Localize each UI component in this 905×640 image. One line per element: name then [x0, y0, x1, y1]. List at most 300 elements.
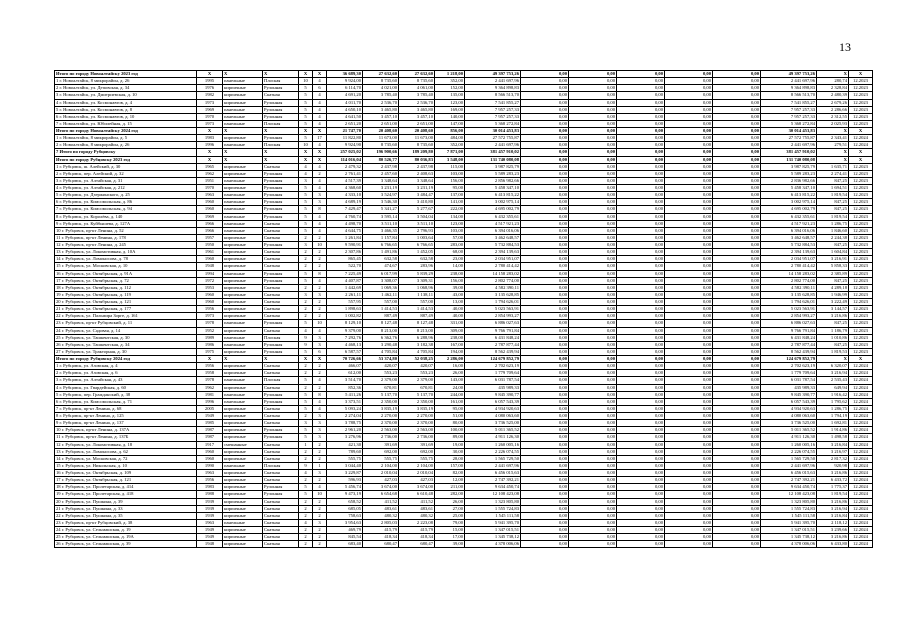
year-cell: 1949 — [197, 534, 223, 541]
deadline-cell: 12.2024 — [849, 405, 873, 412]
subsidy-regional-cell: 0,00 — [569, 106, 617, 113]
fund-reserve-cell: 0,00 — [713, 306, 761, 313]
total-cost-cell: 4 517 921,23 — [465, 220, 521, 227]
subsidy-federal-cell: 0,00 — [521, 505, 569, 512]
total-cost-cell: 4 378 006,06 — [465, 541, 521, 548]
other-funds-cell: 0,00 — [665, 363, 713, 370]
premises-area-cell: 3 546,30 — [363, 199, 399, 206]
year-cell: 1963 — [197, 192, 223, 199]
roof-type-cell: Скатная — [263, 512, 299, 519]
address-cell: 19 г. Рубцовск, ул. Пролетарская, д. 418 — [55, 491, 197, 498]
subsidy-local-cell: 0,00 — [617, 377, 665, 384]
other-funds-cell: 0,00 — [665, 78, 713, 85]
living-area-cell: 3 231,19 — [399, 185, 435, 192]
deadline-cell: 12.2024 — [849, 413, 873, 420]
subsidy-regional-cell: 0,00 — [569, 348, 617, 355]
fund-reserve-cell: 0,00 — [713, 299, 761, 306]
living-area-cell: 8 735,60 — [399, 78, 435, 85]
fund-reserve-cell: 0,00 — [713, 427, 761, 434]
year-cell: 1969 — [197, 106, 223, 113]
unit-cost-cell: 1 775,37 — [817, 484, 849, 491]
subsidy-regional-cell: 0,00 — [569, 242, 617, 249]
address-cell: 8 г. Рубцовск, ул. Королёва, д. 140 — [55, 213, 197, 220]
premises-area-cell: 4 021,00 — [363, 85, 399, 92]
floors-cell: 5 — [299, 99, 313, 106]
roof-type-cell: Скатная — [263, 249, 299, 256]
roof-type-cell: Скатная — [263, 220, 299, 227]
other-funds-cell: 0,00 — [665, 213, 713, 220]
total-cost-cell: 2 702 623,19 — [465, 363, 521, 370]
address-cell: 19 г. Рубцовск, ул. Октябрьская, д. 119 — [55, 291, 197, 298]
total-cost-cell: 5 023 563,91 — [465, 306, 521, 313]
deadline-cell: 12.2024 — [849, 491, 873, 498]
floors-cell: 2 — [299, 534, 313, 541]
subsidy-regional-cell: 0,00 — [569, 491, 617, 498]
table-row — [55, 206, 873, 213]
year-cell: 1917 — [197, 441, 223, 448]
floors-cell: 2 — [299, 363, 313, 370]
unit-cost-cell: 2 025,93 — [817, 120, 849, 127]
total-cost-cell: 3 462 648,57 — [465, 234, 521, 241]
entrances-cell: 3 — [313, 519, 327, 526]
subsidy-regional-cell: 0,00 — [569, 341, 617, 348]
subsidy-regional-cell: 0,00 — [569, 405, 617, 412]
deadline-cell: X — [849, 149, 873, 156]
deadline-cell: 12.2023 — [849, 299, 873, 306]
total-cost-cell: 6 031 787,54 — [465, 377, 521, 384]
entrances-cell: 8 — [313, 391, 327, 398]
fund-reserve-cell: 0,00 — [713, 341, 761, 348]
subsidy-local-cell: 0,00 — [617, 220, 665, 227]
living-area-cell: 8 213,00 — [399, 327, 435, 334]
residents-cell: 40,00 — [435, 306, 465, 313]
owners-funds-cell: 381 457 910,02 — [761, 149, 817, 156]
entrances-cell: 4 — [313, 227, 327, 234]
roof-type-cell: Рулонная — [263, 491, 299, 498]
total-area-cell: 789,60 — [327, 448, 363, 455]
living-area-cell: 6 610,48 — [399, 491, 435, 498]
entrances-cell: 3 — [313, 420, 327, 427]
subsidy-federal-cell: 0,00 — [521, 313, 569, 320]
address-cell: 15 г. Рубцовск, ул. Никольская, д. 10 — [55, 462, 197, 469]
floors-cell: 3 — [299, 177, 313, 184]
owners-funds-cell: 6 432 355,61 — [761, 213, 817, 220]
other-funds-cell: 0,00 — [665, 441, 713, 448]
year-cell: 1939 — [197, 498, 223, 505]
wall-material-cell: кирпичные — [223, 498, 263, 505]
premises-area-cell: 474,67 — [363, 263, 399, 270]
subsidy-federal-cell: 0,00 — [521, 99, 569, 106]
wall-material-cell: панельные — [223, 398, 263, 405]
other-funds-cell: 0,00 — [665, 199, 713, 206]
owners-funds-cell: 1 545 111,58 — [761, 512, 817, 519]
residents-cell: 103,00 — [435, 170, 465, 177]
unit-cost-cell: 3 216,94 — [817, 505, 849, 512]
other-funds-cell: 0,00 — [665, 220, 713, 227]
wall-material-cell: панельные — [223, 106, 263, 113]
deadline-cell: 12.2023 — [849, 284, 873, 291]
other-funds-cell: 0,00 — [665, 413, 713, 420]
total-area-cell: 852,36 — [327, 384, 363, 391]
year-cell: 1996 — [197, 142, 223, 149]
other-funds-cell: 0,00 — [665, 384, 713, 391]
residents-cell: 167,00 — [435, 341, 465, 348]
entrances-cell: 2 — [313, 441, 327, 448]
owners-funds-cell: 4 080 063,60 — [761, 413, 817, 420]
entrances-cell: 4 — [313, 92, 327, 99]
residents-cell: 1 218,00 — [435, 71, 465, 78]
year-cell: 1966 — [197, 220, 223, 227]
floors-cell: 5 — [299, 377, 313, 384]
unit-cost-cell: 1 604,84 — [817, 249, 849, 256]
entrances-cell: 3 — [313, 427, 327, 434]
subsidy-federal-cell: 0,00 — [521, 470, 569, 477]
other-funds-cell: 0,00 — [665, 128, 713, 135]
roof-type-cell: Рулонная — [263, 199, 299, 206]
wall-material-cell: панельные — [223, 120, 263, 127]
roof-type-cell: Скатная — [263, 299, 299, 306]
wall-material-cell: панельные — [223, 270, 263, 277]
living-area-cell: 3 511,10 — [399, 220, 435, 227]
table-row — [55, 505, 873, 512]
roof-type-cell: Плоская — [263, 377, 299, 384]
floors-cell: 2 — [299, 505, 313, 512]
year-cell: 1939 — [197, 512, 223, 519]
floors-cell: 10 — [299, 142, 313, 149]
deadline-cell: 12.2023 — [849, 99, 873, 106]
residents-cell: 57,00 — [435, 234, 465, 241]
address-cell: 18 г. Рубцовск, ул. Пролетарская, д. 414 — [55, 484, 197, 491]
premises-area-cell: 3 785,40 — [363, 92, 399, 99]
address-cell: 12 г. Рубцовск, ул. Локомотивная, д. 18 — [55, 441, 197, 448]
wall-material-cell: X — [223, 149, 263, 156]
fund-reserve-cell: 0,00 — [713, 99, 761, 106]
living-area-cell: 692,00 — [399, 448, 435, 455]
floors-cell: 2 — [299, 263, 313, 270]
other-funds-cell: 0,00 — [665, 320, 713, 327]
residents-cell: 82,00 — [435, 470, 465, 477]
floors-cell: 5 — [299, 199, 313, 206]
other-funds-cell: 0,00 — [665, 427, 713, 434]
residents-cell: 23,00 — [435, 256, 465, 263]
address-cell: 10 г. Рубцовск, пр-кт Ленина, д. 137А — [55, 427, 197, 434]
year-cell: 1956 — [197, 363, 223, 370]
premises-area-cell: 3 835,19 — [363, 405, 399, 412]
address-cell: 5 г. Новоалтайск, ул. Космонавтов, д. 8 — [55, 106, 197, 113]
roof-type-cell: Плоская — [263, 120, 299, 127]
year-cell: 1949 — [197, 527, 223, 534]
deadline-cell: 12.2023 — [849, 256, 873, 263]
wall-material-cell: X — [223, 128, 263, 135]
floors-cell: 2 — [299, 299, 313, 306]
living-area-cell: 555,75 — [399, 455, 435, 462]
residents-cell: 352,00 — [435, 78, 465, 85]
table-row — [55, 78, 873, 85]
fund-reserve-cell: 0,00 — [713, 277, 761, 284]
deadline-cell: 12.2024 — [849, 142, 873, 149]
subsidy-federal-cell: 0,00 — [521, 270, 569, 277]
total-area-cell: 4 689,19 — [327, 199, 363, 206]
owners-funds-cell: 6 394 016,06 — [761, 227, 817, 234]
premises-area-cell: 2 536,70 — [363, 99, 399, 106]
living-area-cell: 1 003,64 — [399, 234, 435, 241]
subsidy-regional-cell: 0,00 — [569, 85, 617, 92]
deadline-cell: 12.2024 — [849, 377, 873, 384]
premises-area-cell: 2 805,03 — [363, 519, 399, 526]
owners-funds-cell: 9 364 898,83 — [761, 85, 817, 92]
fund-reserve-cell: 0,00 — [713, 227, 761, 234]
floors-cell: 2 — [299, 448, 313, 455]
year-cell: 1995 — [197, 78, 223, 85]
wall-material-cell: кирпичные — [223, 284, 263, 291]
total-area-cell: 4 691,20 — [327, 92, 363, 99]
roof-type-cell: Скатная — [263, 505, 299, 512]
roof-type-cell: Рулонная — [263, 106, 299, 113]
total-cost-cell: 2 441 697,96 — [465, 78, 521, 85]
roof-type-cell: Скатная — [263, 519, 299, 526]
owners-funds-cell: 1 565 729,50 — [761, 455, 817, 462]
residents-cell: 134,00 — [435, 213, 465, 220]
floors-cell: 2 — [299, 498, 313, 505]
fund-reserve-cell: 0,00 — [713, 434, 761, 441]
residents-cell: 12,00 — [435, 477, 465, 484]
total-area-cell: 2 274,04 — [327, 413, 363, 420]
premises-area-cell: 6 017,99 — [363, 270, 399, 277]
total-cost-cell: 7 957 257,33 — [465, 113, 521, 120]
subsidy-federal-cell: 0,00 — [521, 135, 569, 142]
subsidy-regional-cell: 0,00 — [569, 413, 617, 420]
residents-cell: 103,00 — [435, 227, 465, 234]
wall-material-cell: кирпичные — [223, 505, 263, 512]
unit-cost-cell: 5 858,33 — [817, 263, 849, 270]
living-area-cell: 1 414,53 — [399, 306, 435, 313]
wall-material-cell: кирпичные — [223, 163, 263, 170]
wall-material-cell: кирпичные — [223, 92, 263, 99]
subsidy-regional-cell: 0,00 — [569, 213, 617, 220]
total-area-cell: 3 044,40 — [327, 462, 363, 469]
subsidy-local-cell: 0,00 — [617, 185, 665, 192]
subsidy-federal-cell: 0,00 — [521, 334, 569, 341]
year-cell: 1962 — [197, 384, 223, 391]
entrances-cell: 4 — [313, 78, 327, 85]
fund-reserve-cell: 0,00 — [713, 242, 761, 249]
total-cost-cell: 1 323 805,80 — [465, 498, 521, 505]
entrances-cell: 4 — [313, 377, 327, 384]
owners-funds-cell: 3 462 648,57 — [761, 234, 817, 241]
address-cell: 21 г. Рубцовск, ул. Пушкина, д. 33 — [55, 505, 197, 512]
floors-cell: 5 — [299, 206, 313, 213]
deadline-cell: 12.2023 — [849, 220, 873, 227]
floors-cell: 4 — [299, 163, 313, 170]
subsidy-federal-cell: 0,00 — [521, 491, 569, 498]
subsidy-regional-cell: 0,00 — [569, 541, 617, 548]
fund-reserve-cell: 0,00 — [713, 128, 761, 135]
wall-material-cell: кирпичные — [223, 370, 263, 377]
subsidy-regional-cell: 0,00 — [569, 92, 617, 99]
subsidy-regional-cell: 0,00 — [569, 512, 617, 519]
table-row — [55, 249, 873, 256]
owners-funds-cell: 1 345 738,12 — [761, 534, 817, 541]
subsidy-regional-cell: 0,00 — [569, 291, 617, 298]
table-row — [55, 163, 873, 170]
total-cost-cell: 1 347 015,51 — [465, 527, 521, 534]
premises-area-cell: 2 736,00 — [363, 434, 399, 441]
subsidy-local-cell: 0,00 — [617, 177, 665, 184]
deadline-cell: 12.2023 — [849, 263, 873, 270]
year-cell: 1987 — [197, 434, 223, 441]
deadline-cell: 12.2023 — [849, 270, 873, 277]
roof-type-cell: Скатная — [263, 384, 299, 391]
residents-cell: 156,00 — [435, 177, 465, 184]
fund-reserve-cell: 0,00 — [713, 455, 761, 462]
unit-cost-cell: 1 819,54 — [817, 491, 849, 498]
total-area-cell: 2 261,11 — [327, 291, 363, 298]
fund-reserve-cell: 0,00 — [713, 491, 761, 498]
living-area-cell: 391,69 — [399, 441, 435, 448]
table-row — [55, 405, 873, 412]
other-funds-cell: 0,00 — [665, 334, 713, 341]
table-row — [55, 398, 873, 405]
total-area-cell: 685,05 — [327, 505, 363, 512]
address-cell: 15 г. Рубцовск, ул. Московская, д. 10 — [55, 263, 197, 270]
entrances-cell: 3 — [313, 434, 327, 441]
roof-type-cell: Рулонная — [263, 270, 299, 277]
residents-cell: 15,00 — [435, 527, 465, 534]
total-cost-cell: 2 747 392,21 — [465, 477, 521, 484]
roof-type-cell: Рулонная — [263, 391, 299, 398]
premises-area-cell: 3 348,64 — [363, 177, 399, 184]
residents-cell: 147,00 — [435, 120, 465, 127]
year-cell: 1970 — [197, 113, 223, 120]
fund-reserve-cell: 0,00 — [713, 213, 761, 220]
entrances-cell: 4 — [313, 220, 327, 227]
subsidy-regional-cell: 0,00 — [569, 356, 617, 363]
fund-reserve-cell: 0,00 — [713, 163, 761, 170]
floors-cell: 5 — [299, 320, 313, 327]
total-area-cell: 4 641,50 — [327, 113, 363, 120]
table-row — [55, 498, 873, 505]
address-cell: 11 г. Рубцовск, пр-кт Ленина, д. 178 — [55, 234, 197, 241]
living-area-cell: 11 673,00 — [399, 135, 435, 142]
page-number: 13 — [839, 40, 851, 54]
total-cost-cell: 1 345 738,12 — [465, 534, 521, 541]
wall-material-cell: кирпичные — [223, 256, 263, 263]
premises-area-cell: 11 673,00 — [363, 135, 399, 142]
total-area-cell: 7 429,47 — [327, 206, 363, 213]
wall-material-cell: кирпичные — [223, 327, 263, 334]
roof-type-cell: Скатная — [263, 420, 299, 427]
residents-cell: 80,00 — [435, 420, 465, 427]
subsidy-regional-cell: 0,00 — [569, 263, 617, 270]
entrances-cell: 4 — [313, 277, 327, 284]
year-cell: 1960 — [197, 291, 223, 298]
subsidy-regional-cell: 0,00 — [569, 384, 617, 391]
subsidy-federal-cell: 0,00 — [521, 534, 569, 541]
living-area-cell: 2 223,08 — [399, 519, 435, 526]
other-funds-cell: 0,00 — [665, 71, 713, 78]
subsidy-local-cell: 0,00 — [617, 277, 665, 284]
subsidy-regional-cell: 0,00 — [569, 313, 617, 320]
table-row — [55, 192, 873, 199]
premises-area-cell: 3 511,10 — [363, 220, 399, 227]
total-cost-cell: 9 766 791,84 — [465, 327, 521, 334]
total-cost-cell: 14 158 283,02 — [465, 270, 521, 277]
total-cost-cell: 8 562 439,94 — [465, 348, 521, 355]
unit-cost-cell: 2 118,12 — [817, 519, 849, 526]
deadline-cell: 12.2023 — [849, 106, 873, 113]
floors-cell: 2 — [299, 527, 313, 534]
owners-funds-cell: 2 441 697,96 — [761, 142, 817, 149]
fund-reserve-cell: 0,00 — [713, 519, 761, 526]
table-row — [55, 242, 873, 249]
owners-funds-cell: 6 031 787,54 — [761, 377, 817, 384]
premises-area-cell: 1 414,53 — [363, 306, 399, 313]
deadline-cell: 12.2023 — [849, 177, 873, 184]
fund-reserve-cell: 0,00 — [713, 512, 761, 519]
wall-material-cell: панельные — [223, 377, 263, 384]
owners-funds-cell: 4 911 126,30 — [761, 434, 817, 441]
premises-area-cell: 632,58 — [363, 256, 399, 263]
entrances-cell: 8 — [313, 270, 327, 277]
entrances-cell: 3 — [313, 413, 327, 420]
subsidy-regional-cell: 0,00 — [569, 128, 617, 135]
address-cell: 6 г. Новоалтайск, ул. Космонавтов, д. 10 — [55, 113, 197, 120]
entrances-cell: 3 — [313, 470, 327, 477]
other-funds-cell: 0,00 — [665, 92, 713, 99]
subsidy-local-cell: 0,00 — [617, 341, 665, 348]
entrances-cell: 4 — [313, 327, 327, 334]
fund-reserve-cell: 0,00 — [713, 498, 761, 505]
owners-funds-cell: 2 836 982,66 — [761, 177, 817, 184]
wall-material-cell: X — [223, 71, 263, 78]
residents-cell: 156,00 — [435, 277, 465, 284]
living-area-cell: 2 437,98 — [399, 163, 435, 170]
owners-funds-cell: 6 886 027,63 — [761, 320, 817, 327]
address-cell: 2 г. Новоалтайск, ул. Деповская, д. 34 — [55, 85, 197, 92]
address-cell: 25 г. Рубцовск, ул. Сельмашская, д. 19А — [55, 534, 197, 541]
total-area-cell: 596,93 — [327, 477, 363, 484]
subsidy-regional-cell: 0,00 — [569, 391, 617, 398]
subsidy-regional-cell: 0,00 — [569, 363, 617, 370]
unit-cost-cell: 847,25 — [817, 199, 849, 206]
total-cost-cell: 1 555 724,83 — [465, 505, 521, 512]
entrances-cell: 4 — [313, 484, 327, 491]
address-cell: 25 г. Рубцовск, ул. Ташкентская, д. 30 — [55, 334, 197, 341]
premises-area-cell: 20 408,60 — [363, 128, 399, 135]
subsidy-local-cell: 0,00 — [617, 78, 665, 85]
subsidy-local-cell: 0,00 — [617, 234, 665, 241]
premises-area-cell: 4 705,84 — [363, 348, 399, 355]
deadline-cell: 12.2023 — [849, 320, 873, 327]
floors-cell: 1 — [299, 441, 313, 448]
subsidy-local-cell: 0,00 — [617, 420, 665, 427]
premises-area-cell: 420,07 — [363, 363, 399, 370]
subsidy-federal-cell: 0,00 — [521, 341, 569, 348]
owners-funds-cell: 5 732 884,53 — [761, 242, 817, 249]
total-cost-cell: 6 432 355,61 — [465, 213, 521, 220]
owners-funds-cell: 3 135 628,85 — [761, 291, 817, 298]
total-cost-cell: 2 856 982,66 — [465, 177, 521, 184]
floors-cell: 5 — [299, 213, 313, 220]
subsidy-local-cell: 0,00 — [617, 455, 665, 462]
owners-funds-cell: 2 802 774,00 — [761, 277, 817, 284]
address-cell: 5 г. Рубцовск, ул. Дзержинского, д. 25 — [55, 192, 197, 199]
living-area-cell: 2 796,93 — [399, 227, 435, 234]
residents-cell: 169,00 — [435, 106, 465, 113]
premises-area-cell: 5 137,70 — [363, 391, 399, 398]
unit-cost-cell: 1 914,86 — [817, 427, 849, 434]
total-area-cell: 7 292,76 — [327, 334, 363, 341]
